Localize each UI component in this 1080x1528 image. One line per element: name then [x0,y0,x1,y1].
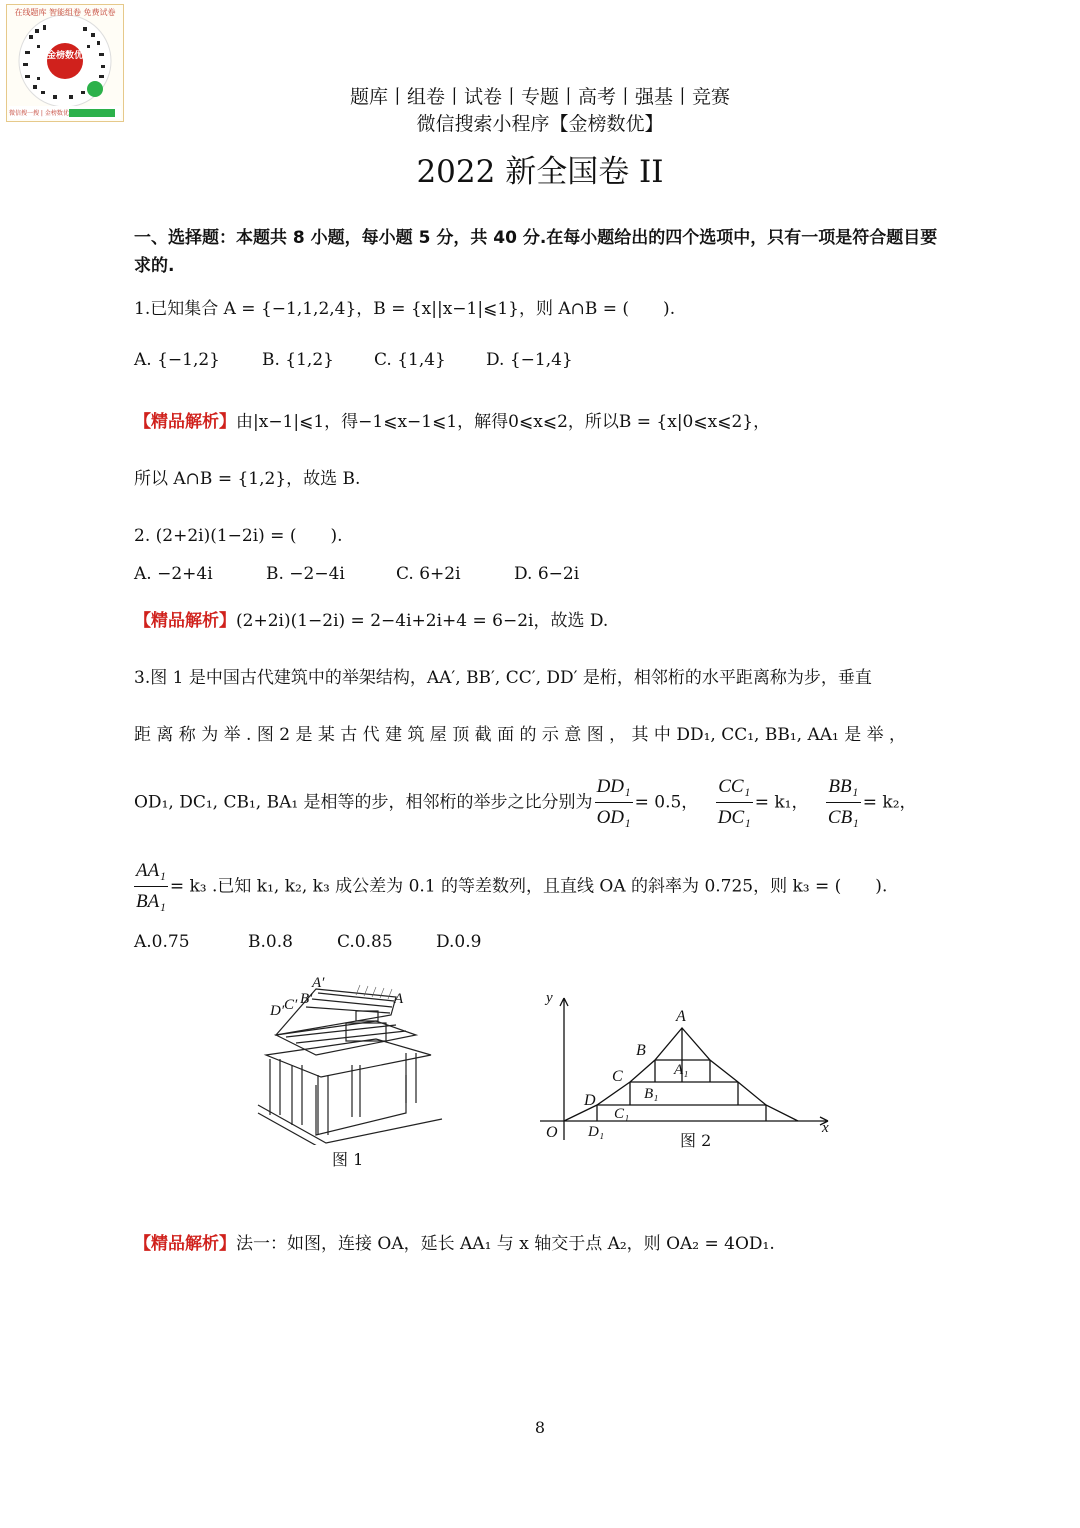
q2-option-c: C. 6+2i [396,564,461,584]
q3-f1-val: = 0.5， [634,792,699,813]
q3-fraction-2 [716,772,753,833]
q1-solution-line1 [134,407,770,432]
header-nav: 题库丨组卷丨试卷丨专题丨高考丨强基丨竞赛 [349,86,730,108]
fig1-label-d-prime: D′ [270,1003,285,1019]
q3-fraction-4 [134,856,168,917]
fig1-caption: 图 1 [332,1150,364,1169]
q3-option-b: B.0.8 [248,932,293,952]
page-title: 2022 新全国卷 II [416,154,664,190]
fig2-label-d: D [584,1092,596,1109]
q1-solution-line2: 所以 A∩B = {1,2}，故选 B. [134,469,361,489]
fig2-label-a: A [676,1008,686,1025]
q3-f1-den: OD₁ [596,807,631,828]
q2-solution [134,606,608,631]
section-heading: 一、选择题：本题共 8 小题，每小题 5 分，共 40 分.在每小题给出的四个选项中，只有一项是符合题目要求的. [134,228,938,276]
q3-f1-num: DD₁ [595,772,633,803]
fig2-label-x: x [822,1120,829,1136]
q2-option-b: B. −2−4i [266,564,345,584]
q3-f4-den: BA₁ [136,891,166,912]
fig2-label-b: B [636,1042,646,1059]
q3-fraction-1 [595,772,633,833]
q3-line1: 3.图 1 是中国古代建筑中的举架结构，AA′, BB′, CC′, DD′ 是桁，相邻桁的水平距离称为步，垂直 [134,668,872,688]
q3-f4-num: AA₁ [134,856,168,887]
q3-f3-val: = k₂， [862,792,917,813]
header-subtitle: 微信搜索小程序【金榜数优】 [416,113,664,135]
q3-solution-tag: 【精品解析】 [134,1234,236,1254]
q1-option-a: A. {−1,2} [134,350,220,370]
q3-fraction-3 [826,772,861,833]
q1-option-d: D. {−1,4} [486,350,573,370]
fig1-label-b-prime: B′ [300,991,313,1007]
fig2-label-c: C [612,1068,623,1085]
page-number: 8 [534,1418,546,1437]
fig1-label-a-prime: A′ [312,975,325,991]
fig2-label-y: y [546,990,553,1006]
figure-1 [256,975,446,1170]
fig2-label-b1: B₁ [644,1086,659,1102]
figure-2 [540,990,840,1150]
logo-bottom-text: 微信搜一搜 | 金榜数优 [9,110,69,117]
q1-option-c: C. {1,4} [374,350,446,370]
q1-options [0,350,1080,376]
roof-section-diagram [540,990,840,1150]
q1-solution-text1: 由|x−1|⩽1，得−1⩽x−1⩽1，解得0⩽x⩽2，所以B = {x|0⩽x⩽2}， [236,412,771,432]
q3-line4-text: = k₃ .已知 k₁, k₂, k₃ 成公差为 0.1 的等差数列，且直线 OA 的斜率为 0.725，则 k₃ = ( ). [169,876,888,897]
fig2-label-o: O [546,1124,558,1141]
q3-f2-den: DC₁ [717,807,751,828]
fig2-label-c1: C₁ [614,1106,630,1122]
q3-line2: 距 离 称 为 举 . 图 2 是 某 古 代 建 筑 屋 顶 截 面 的 示 意 图 ， 其 中 DD₁, CC₁, BB₁, AA₁ 是 举 ， [134,725,907,745]
fig1-label-a: A [394,991,404,1007]
fig2-label-d1: D₁ [588,1124,605,1140]
q3-f3-num: BB₁ [826,772,861,803]
fig2-caption: 图 2 [680,1131,712,1150]
fig2-label-a1: A₁ [674,1062,689,1078]
logo-center-text: 金榜数优 [47,51,84,61]
q2-option-a: A. −2+4i [134,564,213,584]
logo-top-text: 在线题库 智能组卷 免费试卷 [14,8,116,17]
q3-f3-den: CB₁ [827,807,859,828]
q3-f2-num: CC₁ [716,772,753,803]
q3-solution [134,1229,775,1254]
q3-line3 [134,772,917,833]
q3-option-c: C.0.85 [337,932,393,952]
q3-f2-val: = k₁， [754,792,809,813]
q3-solution-text: 法一：如图，连接 OA，延长 AA₁ 与 x 轴交于点 A₂，则 OA₂ = 4OD₁. [236,1234,775,1254]
q3-line4 [134,856,887,917]
q1-stem: 1.已知集合 A = {−1,1,2,4}，B = {x||x−1|⩽1}，则 A∩B = ( ). [134,299,676,319]
fig1-label-c-prime: C′ [284,997,298,1013]
q1-option-b: B. {1,2} [262,350,334,370]
q2-solution-tag: 【精品解析】 [134,611,236,631]
q2-stem: 2. (2+2i)(1−2i) = ( ). [134,526,343,546]
q2-solution-text: (2+2i)(1−2i) = 2−4i+2i+4 = 6−2i，故选 D. [236,611,609,631]
q3-option-a: A.0.75 [134,932,190,952]
q3-option-d: D.0.9 [436,932,482,952]
q2-option-d: D. 6−2i [514,564,580,584]
q2-options [0,564,1080,590]
q3-line3-text: OD₁, DC₁, CB₁, BA₁ 是相等的步，相邻桁的举步之比分别为 [134,792,593,813]
q3-options [0,932,1080,958]
q1-solution-tag: 【精品解析】 [134,412,236,432]
